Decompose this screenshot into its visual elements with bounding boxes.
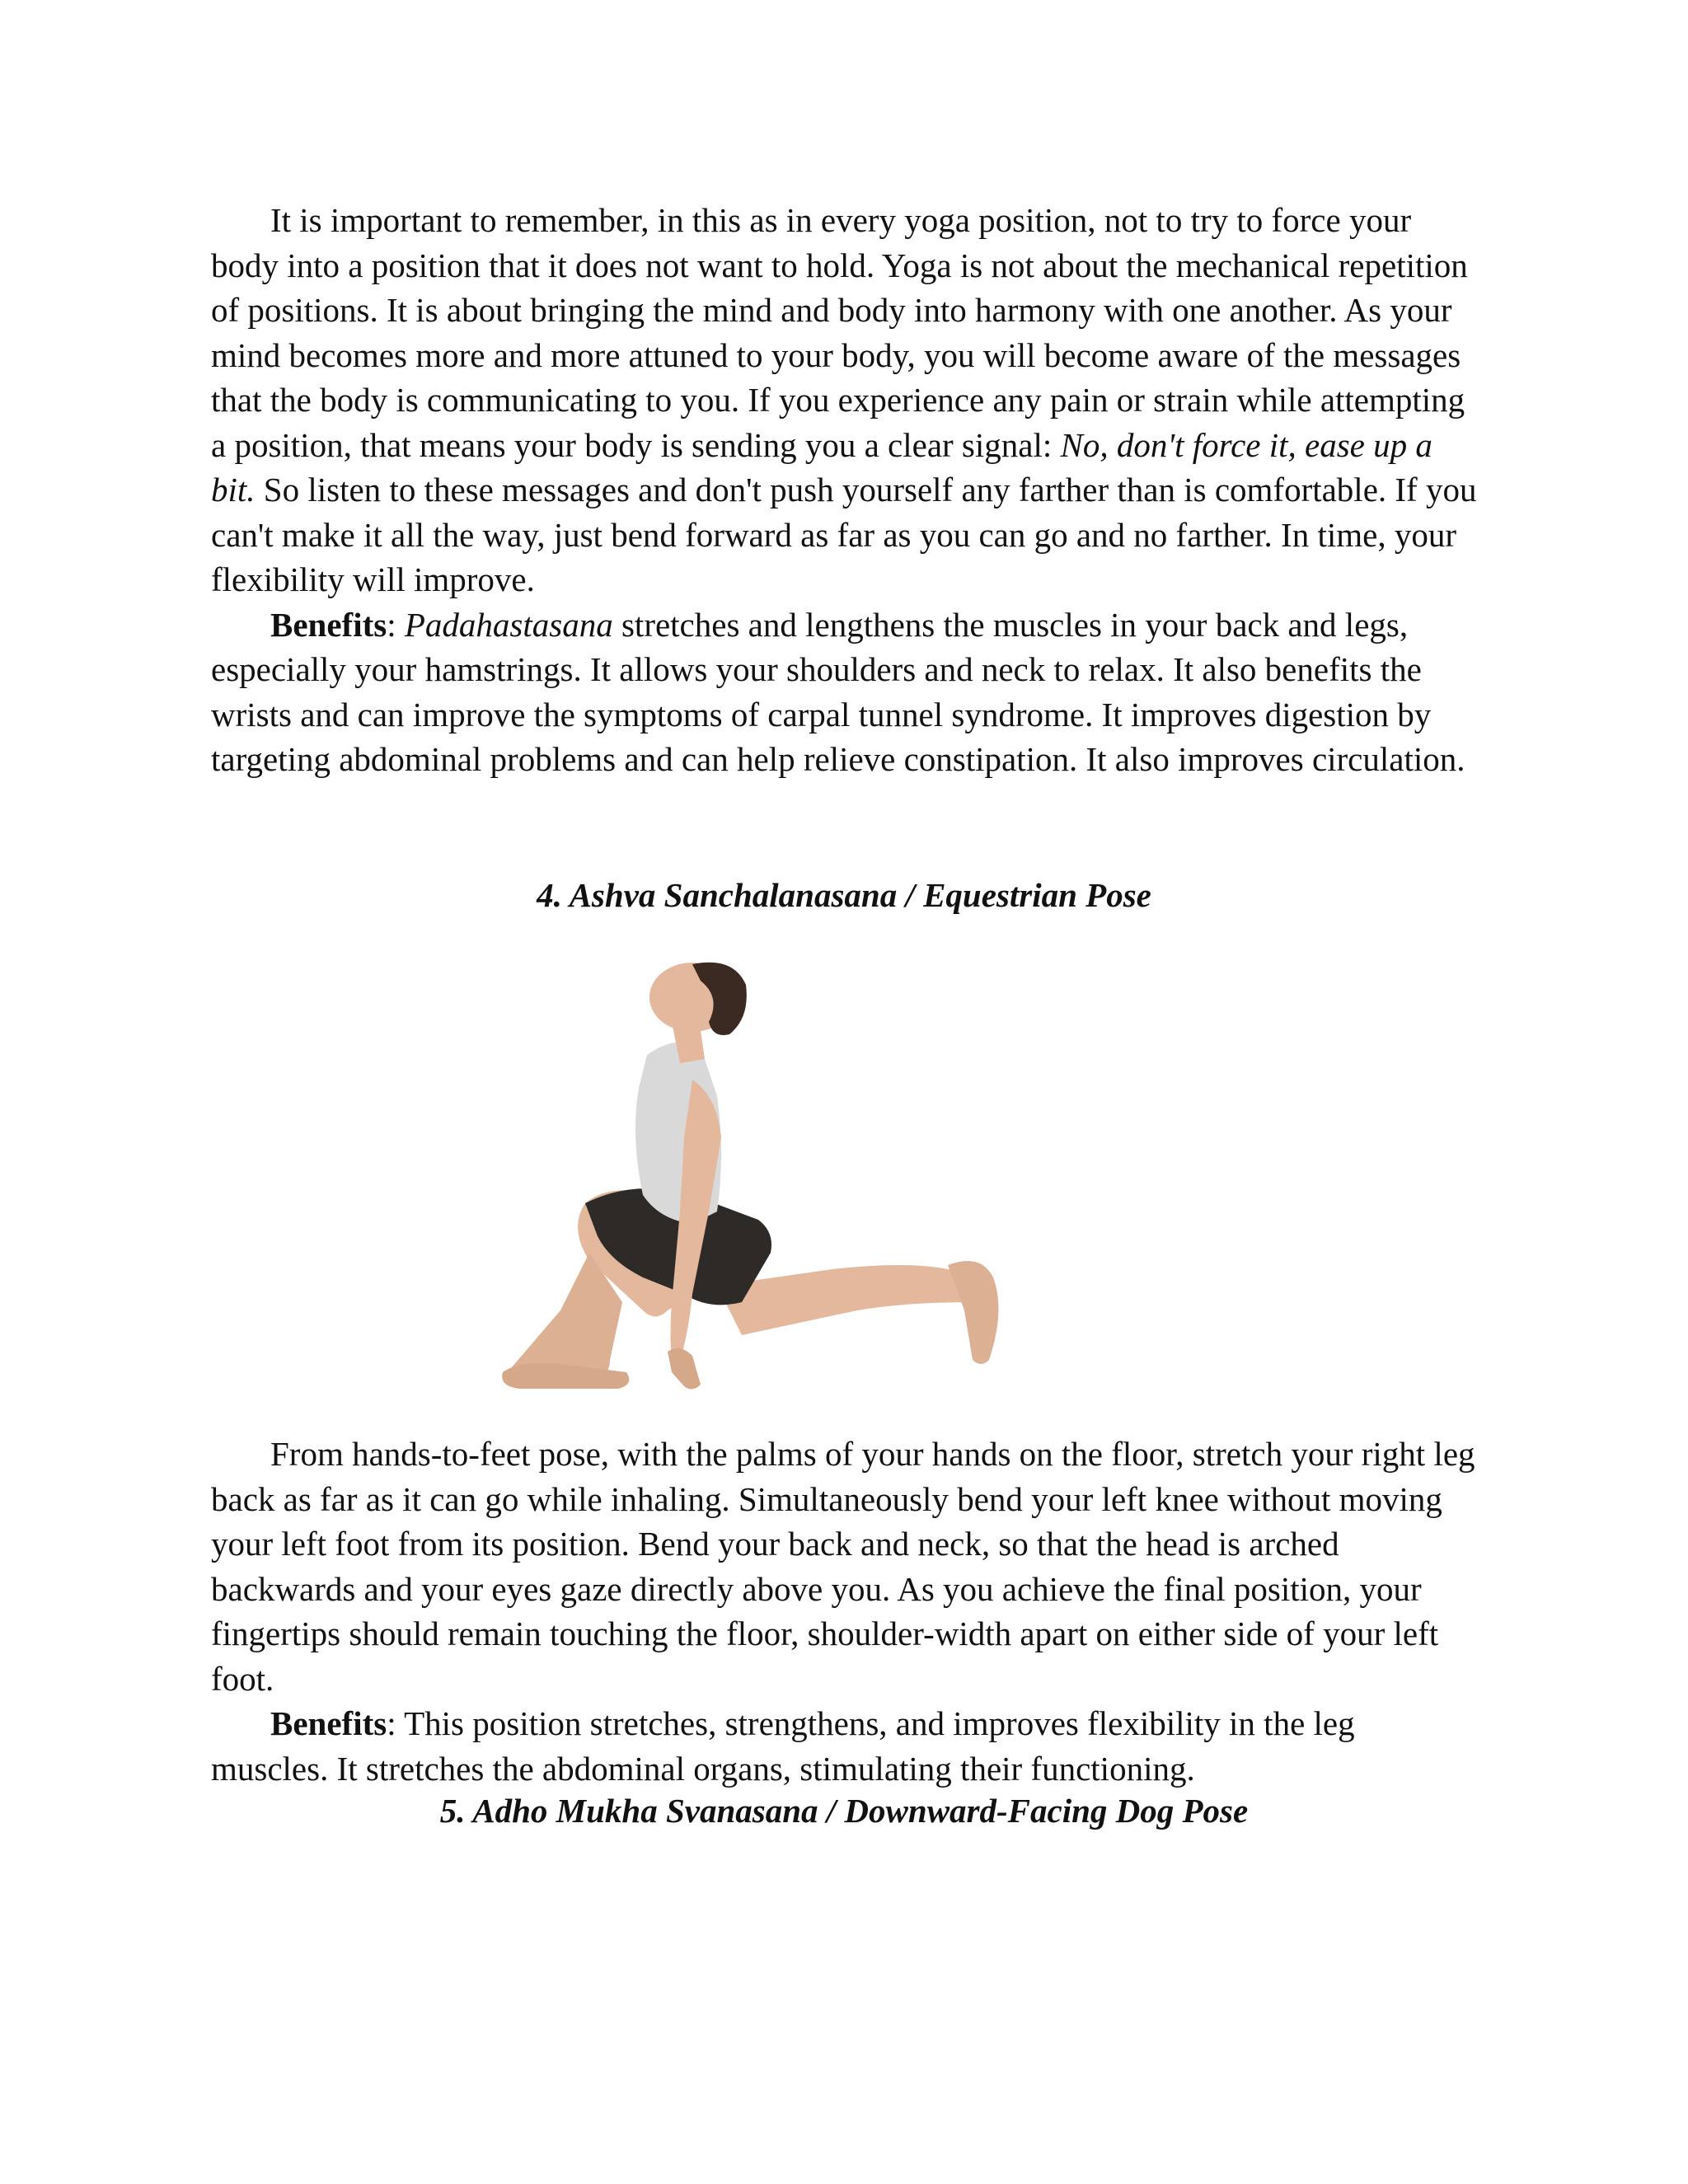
paragraph-text: It is important to remember, in this as in every yoga position, not to try to force your body into a position that it does not want to hold. Yoga is not about the mechanical repetition of positions. It is about bringing the mind and body into harmony with one another. As your mind becomes more and more attuned to your body, you will become aware of the messages that the body is communicating to you. If you experience any pain or strain while attempting a position, that means your body is sending you a clear signal: bbox=[211, 201, 1468, 464]
benefits-label: Benefits bbox=[270, 1704, 387, 1742]
paragraph-force-warning bbox=[211, 198, 1480, 602]
pose-name: Padahastasana bbox=[404, 605, 613, 644]
paragraph-equestrian-instructions: From hands-to-feet pose, with the palms of your hands on the floor, stretch your right leg back as far as it can go while inhaling. Simultaneously bend your left knee without moving your left foot from its position. Bend your back and neck, so that the head is arched backwards and your eyes gaze directly above you. As you achieve the final position, your fingertips should remain touching the floor, shoulder-width apart on either side of your left foot. bbox=[211, 1435, 1475, 1698]
body-text-bottom bbox=[211, 1432, 1480, 1791]
benefits-text: : This position stretches, strengthens, and improves flexibility in the leg muscles. It stretches the abdominal organs, stimulating their functioning. bbox=[211, 1704, 1355, 1788]
section-heading-equestrian-pose: 4. Ashva Sanchalanasana / Equestrian Pose bbox=[537, 876, 1151, 914]
benefits-padahastasana bbox=[211, 602, 1480, 782]
benefits-colon: : bbox=[387, 605, 405, 644]
body-text-top bbox=[211, 198, 1480, 782]
yoga-figure-image bbox=[445, 948, 1022, 1409]
benefits-label: Benefits bbox=[270, 605, 387, 644]
benefits-text: stretches and lengthens the muscles in your back and legs, especially your hamstrings. It allows your shoulders and neck to relax. It also benefits the wrists and can improve the symptoms of carpal tunnel syndrome. It improves digestion by targeting abdominal problems and can help relieve constipation. It also improves circulation. bbox=[211, 605, 1465, 778]
paragraph-italic-quote: No, don't force it, ease up a bit. bbox=[211, 425, 1432, 509]
paragraph-text-continued: So listen to these messages and don't push yourself any farther than is comfortable. If you can't make it all the way, just bend forward as far as you can go and no farther. In time, your flexibility will improve. bbox=[211, 471, 1477, 598]
section-heading-downward-dog-pose: 5. Adho Mukha Svanasana / Downward-Facing Dog Pose bbox=[439, 1792, 1249, 1830]
benefits-equestrian bbox=[211, 1701, 1480, 1791]
equestrian-pose-illustration bbox=[445, 948, 1022, 1409]
